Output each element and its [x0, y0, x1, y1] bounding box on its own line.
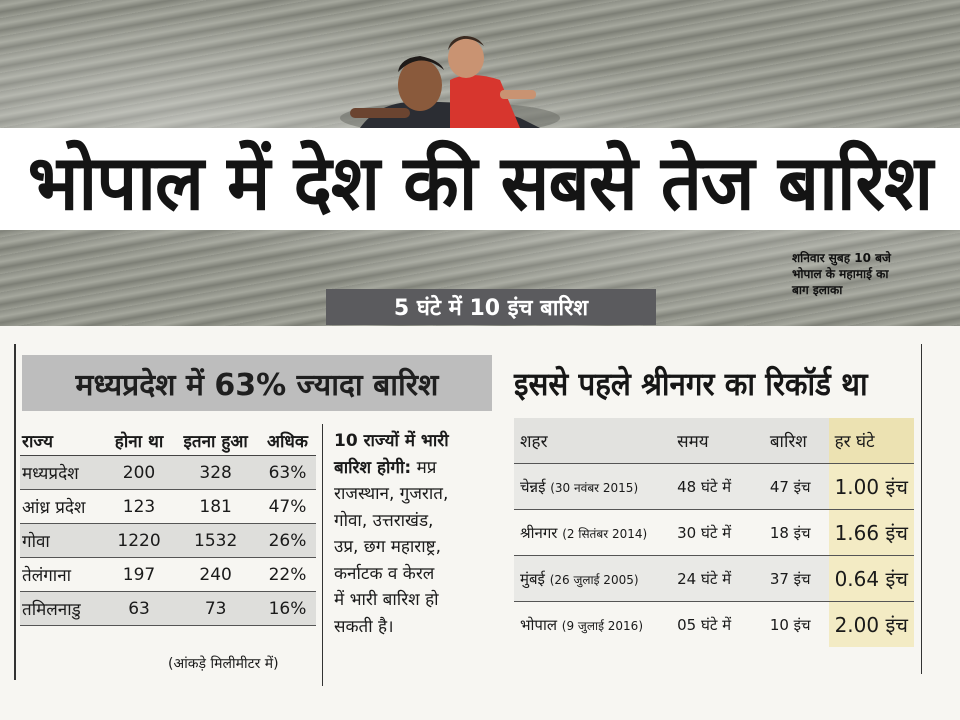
rainfall-cell: 18 इंच — [764, 510, 829, 556]
actual-value: 181 — [172, 490, 259, 524]
table-row — [514, 510, 914, 556]
column-header: अधिक — [259, 425, 316, 456]
column-header: इतना हुआ — [172, 425, 259, 456]
table-row — [514, 556, 914, 602]
main-headline: भोपाल में देश की सबसे तेज बारिश — [27, 137, 933, 227]
expected-value: 123 — [106, 490, 173, 524]
expected-value: 197 — [106, 558, 173, 592]
rainfall-cell: 37 इंच — [764, 556, 829, 602]
note-line: कर्नाटक व केरल — [334, 563, 435, 584]
rainfall-cell: 10 इंच — [764, 602, 829, 648]
per-hour-cell: 1.00 इंच — [829, 464, 914, 510]
table-header-row — [514, 418, 914, 464]
actual-value: 328 — [172, 456, 259, 490]
city-cell — [514, 510, 671, 556]
table-row — [20, 456, 316, 490]
photo-caption-line: बाग इलाका — [792, 283, 843, 297]
city-name: मुंबई — [520, 569, 545, 588]
divider — [921, 344, 922, 674]
duration-cell: 24 घंटे में — [671, 556, 764, 602]
divider — [14, 344, 16, 680]
expected-value: 200 — [106, 456, 173, 490]
city-date: (2 सितंबर 2014) — [562, 526, 648, 541]
city-name: चेन्नई — [520, 477, 546, 496]
actual-value: 240 — [172, 558, 259, 592]
city-name: भोपाल — [520, 615, 558, 634]
table-header-row — [20, 425, 316, 456]
per-hour-cell: 0.64 इंच — [829, 556, 914, 602]
subhead-bar: 5 घंटे में 10 इंच बारिश — [326, 289, 656, 325]
column-header: हर घंटे — [829, 418, 914, 464]
excess-percent: 47% — [259, 490, 316, 524]
excess-percent: 26% — [259, 524, 316, 558]
actual-value: 1532 — [172, 524, 259, 558]
excess-percent: 16% — [259, 592, 316, 626]
table-row — [514, 464, 914, 510]
expected-value: 1220 — [106, 524, 173, 558]
city-date: (9 जुलाई 2016) — [561, 618, 644, 633]
photo-caption — [792, 250, 952, 298]
rain-forecast-note — [334, 428, 506, 640]
units-note: (आंकड़े मिलीमीटर में) — [168, 656, 279, 672]
note-line: उप्र, छग महाराष्ट्र, — [334, 537, 441, 557]
column-header: राज्य — [20, 425, 106, 456]
state-name: तमिलनाडु — [20, 592, 106, 626]
note-line: गोवा, उत्तराखंड, — [334, 510, 434, 531]
note-line: राजस्थान, गुजरात, — [334, 484, 449, 504]
city-date: (30 नवंबर 2015) — [550, 480, 639, 495]
table-row — [20, 558, 316, 592]
state-name: मध्यप्रदेश — [20, 456, 106, 490]
note-line: सकती है। — [334, 616, 394, 637]
note-line: में भारी बारिश हो — [334, 590, 439, 610]
duration-cell: 30 घंटे में — [671, 510, 764, 556]
excess-percent: 63% — [259, 456, 316, 490]
rainfall-cell: 47 इंच — [764, 464, 829, 510]
state-name: आंध्र प्रदेश — [20, 490, 106, 524]
table-row — [20, 490, 316, 524]
state-name: तेलंगाना — [20, 558, 106, 592]
table-row — [514, 602, 914, 648]
city-cell — [514, 556, 671, 602]
mp-box-title: मध्यप्रदेश में 63% ज्यादा बारिश — [22, 355, 492, 411]
per-hour-cell: 1.66 इंच — [829, 510, 914, 556]
column-header: समय — [671, 418, 764, 464]
table-row — [20, 592, 316, 626]
state-name: गोवा — [20, 524, 106, 558]
column-header: शहर — [514, 418, 671, 464]
excess-percent: 22% — [259, 558, 316, 592]
duration-cell: 48 घंटे में — [671, 464, 764, 510]
column-header: बारिश — [764, 418, 829, 464]
record-table — [514, 418, 914, 647]
note-line: 10 राज्यों में भारी — [334, 431, 449, 451]
state-rain-table — [20, 425, 316, 626]
note-line-rest: मप्र — [416, 457, 437, 478]
actual-value: 73 — [172, 592, 259, 626]
photo-caption-line: शनिवार सुबह 10 बजे — [792, 251, 891, 265]
duration-cell: 05 घंटे में — [671, 602, 764, 648]
expected-value: 63 — [106, 592, 173, 626]
city-date: (26 जुलाई 2005) — [549, 572, 639, 587]
photo-caption-line: भोपाल के महामाई का — [792, 267, 889, 281]
note-line — [334, 455, 506, 482]
per-hour-cell: 2.00 इंच — [829, 602, 914, 648]
record-box-title: इससे पहले श्रीनगर का रिकॉर्ड था — [514, 364, 868, 403]
city-name: श्रीनगर — [520, 523, 558, 542]
table-row — [20, 524, 316, 558]
city-cell — [514, 602, 671, 648]
column-header: होना था — [106, 425, 173, 456]
city-cell — [514, 464, 671, 510]
note-line-bold: बारिश होगी: — [334, 457, 412, 478]
divider — [322, 424, 323, 686]
